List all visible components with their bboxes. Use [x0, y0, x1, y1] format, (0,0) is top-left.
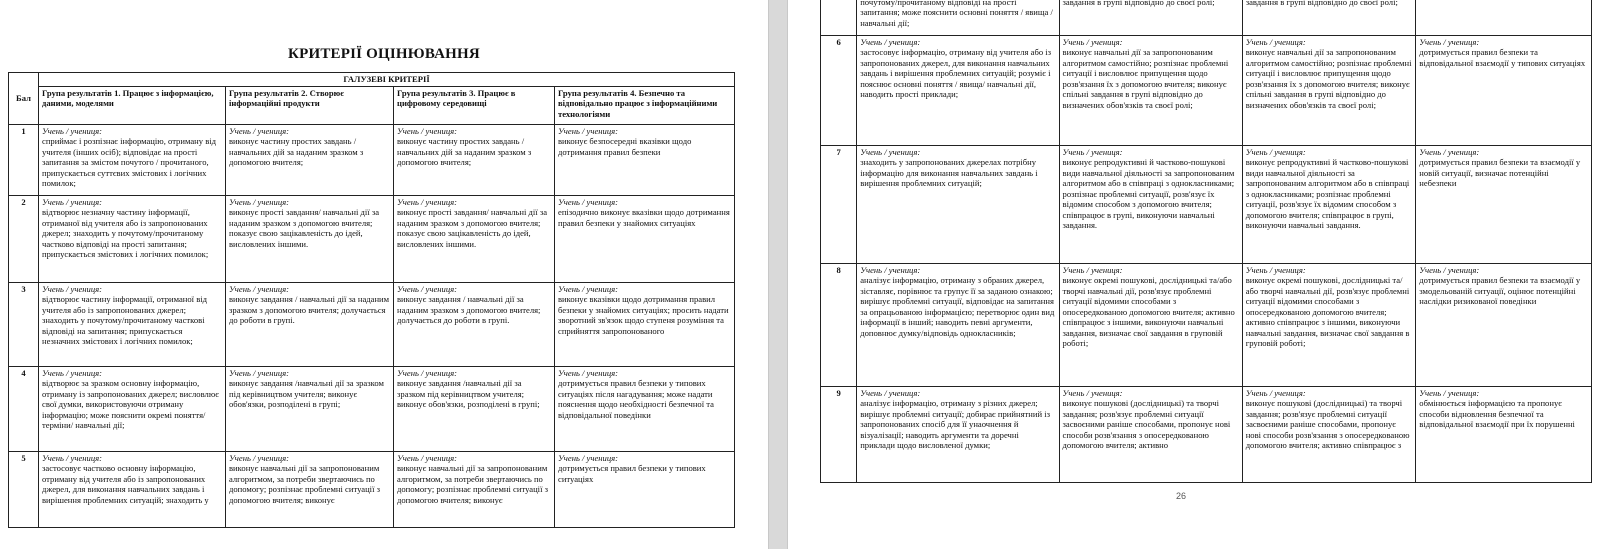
who-label: Учень / учениця: [558, 453, 618, 463]
score-cell: 9 [821, 387, 857, 483]
who-label: Учень / учениця: [860, 37, 921, 47]
who-label: Учень / учениця: [1062, 388, 1123, 398]
criteria-text: виконує завдання /навчальні дії за зразком під керівництвом учителя; виконує обов'язки, розподілені в групі; [229, 378, 384, 410]
criteria-text: виконує завдання / навчальні дії за наданим зразком з допомогою вчителя; долучається до роботи в групі. [397, 294, 541, 326]
criteria-text: дотримується правил безпеки та взаємодії у новій ситуації, визначає потенційні небезпеки [1419, 157, 1581, 189]
criteria-cell [1059, 36, 1242, 146]
criteria-cell [1242, 264, 1416, 387]
criteria-cell [39, 125, 226, 196]
who-label: Учень / учениця: [558, 284, 618, 294]
criteria-text: виконує частину простих завдань / навчальних дій за наданим зразком з допомогою вчителя; [229, 136, 364, 168]
score-cell: 3 [9, 283, 39, 367]
criteria-text: застосовує інформацію, отриману від учителя або із запропонованих джерел, для виконання навчальних завдань і вирішення проблемних ситуацій; розуміє і пояснює основні поняття / явища/ навчальні дії, наводить прості приклади; [860, 47, 1052, 100]
criteria-cell [1059, 264, 1242, 387]
criteria-cell [394, 196, 555, 283]
who-label: Учень / учениця: [397, 284, 457, 294]
table-row [9, 452, 735, 528]
who-label: Учень / учениця: [1062, 37, 1123, 47]
criteria-text: виконує навчальні дії за запропонованим алгоритмом, за потреби звертаючись по допомогу; розпізнає проблемні ситуації з допомогою вчителя; виконує [397, 463, 548, 505]
who-label: Учень / учениця: [1245, 147, 1306, 157]
who-label: Учень / учениця: [42, 284, 102, 294]
criteria-cell [1059, 387, 1242, 483]
criteria-cell [857, 36, 1059, 146]
criteria-cell [226, 196, 394, 283]
criteria-text: дотримується правил безпеки у типових ситуаціях після нагадування; може надати пояснення щодо необхідності безпечної та відповідальної поведінки [558, 378, 714, 420]
group-header: Група результатів 4. Безпечно та відповідально працює з інформаційними технологіями [555, 87, 735, 125]
criteria-cell [1416, 36, 1592, 146]
galuzevi-header: ГАЛУЗЕВІ КРИТЕРІЇ [39, 73, 735, 87]
criteria-cell [394, 125, 555, 196]
who-label: Учень / учениця: [860, 147, 921, 157]
criteria-cell [39, 283, 226, 367]
table-row [9, 125, 735, 196]
criteria-cell [39, 452, 226, 528]
page-number: 26 [1176, 491, 1187, 501]
criteria-cell [226, 283, 394, 367]
who-label: Учень / учениця: [860, 265, 921, 275]
criteria-text: застосовує частково основну інформацію, отриману від учителя або із запропонованих джерел, для виконання навчальних завдань і вирішення проблемних ситуацій; знаходить у [42, 463, 209, 505]
criteria-cell [857, 146, 1059, 264]
criteria-text: виконує пошукові (дослідницькі) та творчі завдання; розв'язує проблемні ситуації засвоєними раніше способами, пропонує нові способи розв'язання з опосередкованою допомогою вчителя; активно співпрацює з [1245, 398, 1410, 451]
page-gutter [768, 0, 788, 549]
criteria-text: дотримується правил безпеки та взаємодії у змодельованій ситуації, оцінює потенційні наслідки ризикованої поведінки [1419, 275, 1581, 307]
criteria-text: дотримується правил безпеки у типових ситуаціях [558, 463, 706, 484]
document-title: КРИТЕРІЇ ОЦІНЮВАННЯ [288, 46, 480, 62]
who-label: Учень / учениця: [1419, 147, 1480, 157]
criteria-cell [555, 452, 735, 528]
criteria-cell [394, 367, 555, 452]
table-row [821, 36, 1592, 146]
document-page-left [0, 0, 768, 549]
criteria-text: відтворює незначну частину інформації, отриманої від учителя або із запропонованих джерел; знаходить у почутому/прочитаному частково відповіді на прості запитання; припускається змістових і логічних помилок; [42, 207, 209, 260]
who-label: Учень / учениця: [397, 453, 457, 463]
who-label: Учень / учениця: [558, 197, 618, 207]
criteria-text: обмінюється інформацією та пропонує способи відновлення безпечної та відповідальної взаємодії при їх порушенні [1419, 398, 1575, 430]
table-row [821, 387, 1592, 483]
criteria-cell [1416, 146, 1592, 264]
criteria-text: дотримується правил безпеки та відповідальної взаємодії у типових ситуаціях [1419, 47, 1586, 68]
who-label: Учень / учениця: [229, 453, 289, 463]
criteria-text: відтворює частину інформації, отриманої від учителя або із запропонованих джерел; знаходить у почутому/прочитаному часткові відповіді на запитання; припускається незначних змістових і логічних помилок; [42, 294, 208, 347]
group-header: Група результатів 3. Працює в цифровому середовищі [394, 87, 555, 125]
criteria-text: виконує безпосередні вказівки щодо дотримання правил безпеки [558, 136, 692, 157]
score-cell: 2 [9, 196, 39, 283]
table-row [821, 264, 1592, 387]
who-label: Учень / учениця: [1245, 37, 1306, 47]
group-header: Група результатів 2. Створює інформаційні продукти [226, 87, 394, 125]
score-cell: 8 [821, 264, 857, 387]
criteria-cell [226, 452, 394, 528]
criteria-cell [226, 125, 394, 196]
criteria-cell [39, 196, 226, 283]
who-label: Учень / учениця: [229, 197, 289, 207]
criteria-cell [555, 367, 735, 452]
criteria-text: виконує прості завдання/ навчальні дії за наданим зразком з допомогою вчителя; показує свою зацікавленість до ідей, висловлених іншими. [229, 207, 380, 249]
criteria-text: аналізує інформацію, отриману з різних джерел; вирішує проблемні ситуації; добирає прийнятний із запропонованих спосіб для її унаочнення й візуалізації; наводить аргументи та доречні приклади щодо висловленої думки; [860, 398, 1051, 451]
criteria-cell [1242, 387, 1416, 483]
score-cell: 5 [9, 452, 39, 528]
criteria-cell [1416, 0, 1592, 36]
who-label: Учень / учениця: [1419, 388, 1480, 398]
score-cell: 1 [9, 125, 39, 196]
criteria-cell [1416, 387, 1592, 483]
table-row [9, 196, 735, 283]
criteria-text: аналізує інформацію, отриману з обраних джерел, зіставляє, порівнює та групує її за заданою ознакою; вирішує проблемні ситуації, відповідає на запитання за опрацьованою інформацією; перетворює один вид інформації в інший; наводить певні аргументи, доповнює думку/відповідь однокласників; [860, 275, 1055, 338]
criteria-text: виконує репродуктивні й частково-пошукові види навчальної діяльності за запропонованим алгоритмом або в співпраці з однокласниками; розпізнає проблемні ситуації, розв'язує їх відомим способом з допомогою вчителя; співпрацює в групі, виконуючи навчальні завдання. [1062, 157, 1235, 231]
criteria-text: сприймає і розпізнає інформацію, отриману від учителя (інших осіб); відповідає на прості запитання за змістом почутого / прочитаного, припускається суттєвих змістових і логічних помилок; [42, 136, 217, 189]
criteria-cell [39, 367, 226, 452]
score-cell: 7 [821, 146, 857, 264]
criteria-cell: почутому/прочитаному відповіді на прості запитання; може пояснити основні поняття / явища /навчальні дії; [857, 0, 1059, 36]
table-row [821, 0, 1592, 36]
who-label: Учень / учениця: [42, 453, 102, 463]
score-cell: 6 [821, 36, 857, 146]
criteria-text: виконує репродуктивні й частково-пошукові види навчальної діяльності за запропонованим алгоритмом або в співпраці з однокласниками; розпізнає проблемні ситуації, розв'язує їх відомим способом з допомогою вчителя; співпрацює в групі, виконуючи навчальні завдання. [1245, 157, 1410, 231]
score-cell [821, 0, 857, 36]
criteria-cell [555, 196, 735, 283]
who-label: Учень / учениця: [229, 284, 289, 294]
criteria-text: виконує частину простих завдань / навчальних дій за наданим зразком з допомогою вчителя; [397, 136, 532, 168]
criteria-text: виконує вказівки щодо дотримання правил безпеки у знайомих ситуаціях; просить надати зворотний зв'язок щодо ступеня розуміння та сприйняття запропонованого [558, 294, 729, 336]
criteria-text: відтворює за зразком основну інформацію, отриману із запропонованих джерел; висловлює свої думки, використовуючи отриману інформацію; може пояснити окремі поняття/терміни/ навчальні дії; [42, 378, 219, 431]
criteria-cell [555, 125, 735, 196]
who-label: Учень / учениця: [229, 126, 289, 136]
criteria-text: виконує навчальні дії за запропонованим алгоритмом самостійно; розпізнає проблемні ситуації і висловлює припущення щодо розв'язання їх з допомогою вчителя; виконує спільні завдання в групі відповідно до визначених обов'язків та своєї ролі; [1062, 47, 1229, 110]
criteria-text: виконує окремі пошукові, дослідницькі та/або творчі навчальні дії, розв'язує проблемні ситуації відомими способами з опосередкованою допомогою вчителя; активно співпрацює з іншими, виконуючи навчальні завдання, визначає свої завдання в груповій роботі; [1062, 275, 1235, 349]
who-label: Учень / учениця: [42, 126, 102, 136]
criteria-cell [555, 283, 735, 367]
criteria-cell [394, 283, 555, 367]
who-label: Учень / учениця: [1245, 388, 1306, 398]
score-cell: 4 [9, 367, 39, 452]
who-label: Учень / учениця: [1062, 265, 1123, 275]
criteria-text: виконує окремі пошукові, дослідницькі та/або творчі навчальні дії, розв'язує проблемні ситуації відомими способами з опосередкованою допомогою вчителя; активно співпрацює з іншими, виконуючи навчальні завдання, визначає свої завдання в груповій роботі; [1245, 275, 1410, 349]
criteria-cell [1242, 146, 1416, 264]
who-label: Учень / учениця: [397, 126, 457, 136]
criteria-cell [1242, 36, 1416, 146]
who-label: Учень / учениця: [558, 368, 618, 378]
criteria-text: виконує навчальні дії за запропонованим алгоритмом, за потреби звертаючись по допомогу; розпізнає проблемні ситуації з допомогою вчителя; виконує [229, 463, 380, 505]
who-label: Учень / учениця: [229, 368, 289, 378]
who-label: Учень / учениця: [1419, 37, 1480, 47]
who-label: Учень / учениця: [42, 197, 102, 207]
group-header: Група результатів 1. Працює з інформацією, даними, моделями [39, 87, 226, 125]
who-label: Учень / учениця: [397, 368, 457, 378]
criteria-cell: завдання в групі відповідно до своєї ролі; [1059, 0, 1242, 36]
who-label: Учень / учениця: [1245, 265, 1306, 275]
table-row [821, 146, 1592, 264]
who-label: Учень / учениця: [1419, 265, 1480, 275]
criteria-text: виконує прості завдання/ навчальні дії за наданим зразком з допомогою вчителя; показує свою зацікавленість до ідей, висловлених іншими. [397, 207, 548, 249]
table-row [9, 283, 735, 367]
bal-header: Бал [9, 73, 39, 125]
criteria-table-left [8, 72, 735, 528]
criteria-cell [1416, 264, 1592, 387]
criteria-cell [226, 367, 394, 452]
who-label: Учень / учениця: [1062, 147, 1123, 157]
criteria-text: виконує навчальні дії за запропонованим алгоритмом самостійно; розпізнає проблемні ситуації і висловлює припущення щодо розв'язання їх з допомогою вчителя; виконує спільні завдання в групі відповідно до визначених обов'язків та своєї ролі; [1245, 47, 1412, 110]
criteria-cell [1059, 146, 1242, 264]
who-label: Учень / учениця: [42, 368, 102, 378]
table-row [9, 367, 735, 452]
criteria-text: виконує пошукові (дослідницькі) та творчі завдання; розв'язує проблемні ситуації засвоєними раніше способами, пропонує нові способи розв'язання з опосередкованою допомогою вчителя; активно [1062, 398, 1231, 451]
criteria-cell [394, 452, 555, 528]
criteria-cell [857, 387, 1059, 483]
criteria-text: виконує завдання / навчальні дії за наданим зразком з допомогою вчителя; долучається до роботи в групі. [229, 294, 390, 326]
criteria-text: знаходить у запропонованих джерелах потрібну інформацію для виконання навчальних завдань і вирішення проблемних ситуацій; [860, 157, 1038, 189]
criteria-text: виконує завдання /навчальні дії за зразком під керівництвом учителя; виконує обов'язки, розподілені в групі; [397, 378, 540, 410]
criteria-cell [857, 264, 1059, 387]
who-label: Учень / учениця: [558, 126, 618, 136]
who-label: Учень / учениця: [860, 388, 921, 398]
criteria-table-right [820, 0, 1592, 483]
criteria-cell: завдання в групі відповідно до своєї ролі; [1242, 0, 1416, 36]
criteria-text: епізодично виконує вказівки щодо дотримання правил безпеки у знайомих ситуаціях [558, 207, 730, 228]
who-label: Учень / учениця: [397, 197, 457, 207]
